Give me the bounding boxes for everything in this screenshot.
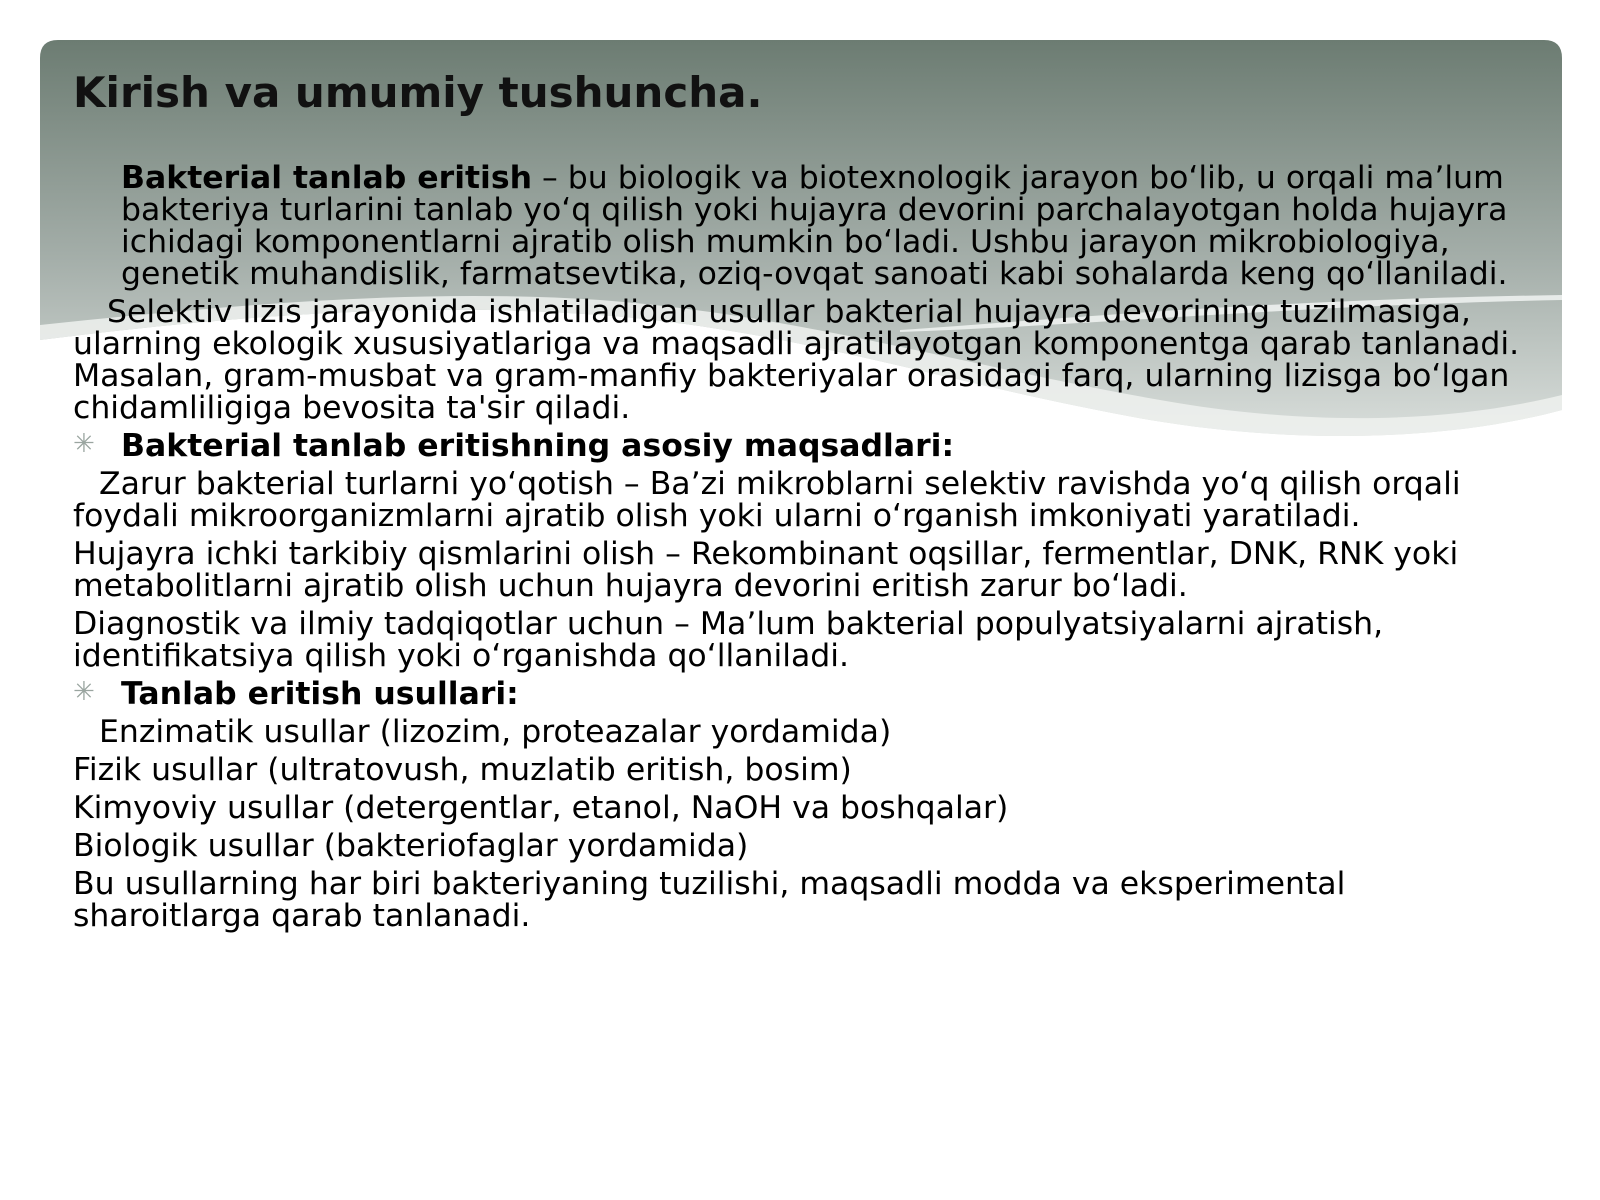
goal-item: Diagnostik va ilmiy tadqiqotlar uchun – Ma’lum bakterial populyatsiyalarni ajratish, identifikatsiya qilish yoki o‘rganishda qo‘llaniladi. — [73, 606, 1384, 674]
goal-item: Zarur bakterial turlarni yo‘qotish – Ba’zi mikroblarni selektiv ravishda yo‘q qilish orqali foydali mikroorganizmlarni ajratib olish yoki ularni o‘rganish imkoniyati yaratiladi. — [73, 466, 1461, 534]
goal-item: Hujayra ichki tarkibiy qismlarini olish – Rekombinant oqsillar, fermentlar, DNK, RNK yoki metabolitlarni ajratib olish uchun hujayra devorini eritish zarur bo‘ladi. — [73, 536, 1459, 604]
goals-heading-row — [73, 430, 1533, 462]
asterisk-bullet-icon: ✳ — [73, 429, 95, 459]
slide-body — [73, 162, 1533, 938]
intro-term: Bakterial tanlab eritish — [121, 160, 533, 196]
intro-paragraph — [73, 162, 1533, 290]
selective-lysis-paragraph: Selektiv lizis jarayonida ishlatiladigan usullar bakterial hujayra devorining tuzilmasiga, ularning ekologik xususiyatlariga va maqsadli ajratilayotgan komponentga qarab tanlanadi. Masalan, gram-musbat va gram-manfiy bakteriyalar orasidagi farq, ularning lizisga bo‘lgan chidamliligiga bevosita ta'sir qiladi. — [73, 294, 1520, 426]
asterisk-bullet-icon: ✳ — [73, 677, 95, 707]
method-item: Enzimatik usullar (lizozim, proteazalar yordamida) — [99, 714, 892, 750]
goals-heading: Bakterial tanlab eritishning asosiy maqsadlari: — [121, 428, 955, 464]
method-item: Biologik usullar (bakteriofaglar yordamida) — [73, 828, 749, 864]
method-item: Kimyoviy usullar (detergentlar, etanol, NaOH va boshqalar) — [73, 790, 1009, 826]
intro-definition: – bu biologik va biotexnologik jarayon bo‘lib, u orqali ma’lum bakteriya turlarini tanlab yo‘q qilish yoki hujayra devorini parchalayotgan holda hujayra ichidagi komponentlarni ajratib olish mumkin bo‘ladi. Ushbu jarayon mikrobiologiya, genetik muhandislik, farmatsevtika, oziq-ovqat sanoati kabi sohalarda keng qo‘llaniladi. — [121, 160, 1508, 292]
method-item: Fizik usullar (ultratovush, muzlatib eritish, bosim) — [73, 752, 852, 788]
methods-heading-row — [73, 678, 1533, 710]
slide-title: Kirish va umumiy tushuncha. — [73, 68, 763, 117]
methods-heading: Tanlab eritish usullari: — [121, 676, 519, 712]
methods-conclusion: Bu usullarning har biri bakteriyaning tuzilishi, maqsadli modda va eksperimental sharoitlarga qarab tanlanadi. — [73, 866, 1346, 934]
